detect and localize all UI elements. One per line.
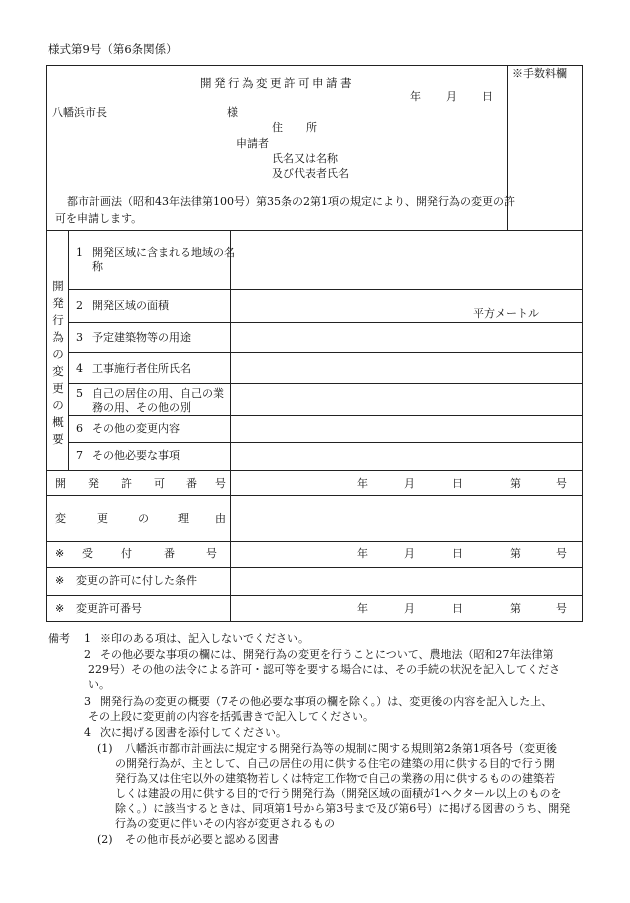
reason-char: 変 <box>55 512 66 525</box>
item-5-no: 5 <box>76 387 83 400</box>
form-title: 開発行為変更許可申請書 <box>200 76 354 90</box>
subnote-1-line: 発行為又は住宅以外の建築物若しくは特定工作物で自己の業務の用に供するものの建築若 <box>115 772 555 785</box>
subnote-1-no: (1) <box>97 742 113 755</box>
address-label-1: 住 <box>272 121 283 134</box>
reason-char: 由 <box>215 512 226 525</box>
subnote-1-line: の開発行為が、主として、自己の居住の用に供する住宅の建築の用に供する目的で行う開 <box>115 757 555 770</box>
permit-no-char: 許 <box>121 477 132 490</box>
row-line <box>46 495 583 496</box>
permit-no-prefix: 第 <box>510 477 521 490</box>
date-month: 月 <box>446 90 457 103</box>
item-2-label: 開発区域の面積 <box>92 299 169 312</box>
vlabel-char: 更 <box>52 381 64 395</box>
subnote-1-line: 行為の変更に伴いその内容が変更されるもの <box>115 817 335 830</box>
note-3-line: その上段に変更前の内容を括弧書きで記入してください。 <box>88 710 374 723</box>
receipt-char: 付 <box>121 547 132 560</box>
vlabel-char: 行 <box>52 313 64 327</box>
header-divider <box>46 230 583 231</box>
permit-no-char: 号 <box>215 477 226 490</box>
change-permit-label: 変更許可番号 <box>76 602 142 615</box>
item-4-label: 工事施行者住所氏名 <box>92 362 191 375</box>
row-line <box>46 470 583 471</box>
applicant-label: 申請者 <box>236 137 269 150</box>
note-4-no: 4 <box>84 726 91 739</box>
item-3-label: 予定建築物等の用途 <box>92 331 191 344</box>
row-line <box>46 567 583 568</box>
date-day: 日 <box>482 90 493 103</box>
vlabel-char: 為 <box>52 330 64 344</box>
receipt-day: 日 <box>452 547 463 560</box>
vlabel-char: 概 <box>52 415 64 429</box>
receipt-mark: ※ <box>55 547 65 560</box>
receipt-char: 受 <box>82 547 93 560</box>
vlabel-char: 変 <box>52 364 64 378</box>
permit-no-char: 可 <box>154 477 165 490</box>
note-2-line: その他必要な事項の欄には、開発行為の変更を行うことについて、農地法（昭和27年法律第 <box>100 648 554 661</box>
change-permit-year: 年 <box>357 602 368 615</box>
permit-no-char: 開 <box>55 477 66 490</box>
item-1-label: 開発区域に含まれる地域の名称 <box>92 246 235 273</box>
note-1: ※印のある項は、記入しないでください。 <box>100 632 309 645</box>
notes-heading: 備考 <box>48 632 70 645</box>
row-line <box>68 322 583 323</box>
item-7-label: その他必要な事項 <box>92 449 180 462</box>
change-permit-no-suffix: 号 <box>556 602 567 615</box>
overview-vertical-label <box>49 278 67 448</box>
receipt-month: 月 <box>404 547 415 560</box>
row-line <box>68 383 583 384</box>
note-3-line: 開発行為の変更の概要（7その他必要な事項の欄を除く。）は、変更後の内容を記入した上、 <box>100 695 553 708</box>
vlabel-char: 開 <box>52 279 64 293</box>
address-label-2: 所 <box>306 121 317 134</box>
subnote-1-line: 八幡浜市都市計画法に規定する開発行為等の規制に関する規則第2条第1項各号（変更後 <box>125 742 557 755</box>
request-text: 都市計画法（昭和43年法律第100号）第35条の2第1項の規定により、開発行為の変更の許可を申請します。 <box>55 195 515 225</box>
subnote-2-no: (2) <box>97 833 113 846</box>
vlabel-char: 要 <box>52 432 64 446</box>
permit-day: 日 <box>452 477 463 490</box>
vlabel-char: の <box>52 347 64 361</box>
note-2-no: 2 <box>84 648 91 661</box>
conditions-mark: ※ <box>55 574 65 587</box>
receipt-char: 号 <box>206 547 217 560</box>
item-3-no: 3 <box>76 331 83 344</box>
item-1-no: 1 <box>76 246 83 259</box>
vlabel-char: 発 <box>52 296 64 310</box>
receipt-char: 番 <box>164 547 175 560</box>
reason-char: 更 <box>97 512 108 525</box>
fee-box-label: ※手数料欄 <box>512 67 567 80</box>
item-6-label: その他の変更内容 <box>92 422 180 435</box>
form-id: 様式第9号（第6条関係） <box>48 42 178 56</box>
conditions-label: 変更の許可に付した条件 <box>76 574 197 587</box>
change-permit-no-prefix: 第 <box>510 602 521 615</box>
item-4-no: 4 <box>76 362 83 375</box>
permit-month: 月 <box>404 477 415 490</box>
permit-no-char: 番 <box>186 477 197 490</box>
subnote-1-line: しくは建設の用に供する目的で行う開発行為（開発区域の面積が1ヘクタール以上のものを <box>115 787 562 800</box>
honorific: 様 <box>227 106 238 119</box>
change-permit-month: 月 <box>404 602 415 615</box>
date-year: 年 <box>410 90 421 103</box>
item-2-no: 2 <box>76 299 83 312</box>
row-line <box>46 541 583 542</box>
receipt-year: 年 <box>357 547 368 560</box>
reason-char: 理 <box>178 512 189 525</box>
overview-label-divider <box>68 230 69 470</box>
note-3-no: 3 <box>84 695 91 708</box>
area-unit: 平方メートル <box>473 307 539 320</box>
addressee: 八幡浜市長 <box>52 106 107 119</box>
receipt-no-prefix: 第 <box>510 547 521 560</box>
note-2-line: 229号）その他の法令による許可・認可等を要する場合には、その手続の状況を記入してくださ <box>88 663 560 676</box>
item-7-no: 7 <box>76 449 83 462</box>
permit-year: 年 <box>357 477 368 490</box>
note-4: 次に掲げる図書を添付してください。 <box>100 726 287 739</box>
note-2-line: い。 <box>88 678 110 691</box>
name-label-2: 及び代表者氏名 <box>272 167 349 180</box>
permit-no-char: 発 <box>88 477 99 490</box>
row-line <box>46 595 583 596</box>
item-6-no: 6 <box>76 422 83 435</box>
row-line <box>68 415 583 416</box>
permit-no-suffix: 号 <box>556 477 567 490</box>
row-line <box>68 289 583 290</box>
vlabel-char: の <box>52 398 64 412</box>
row-line <box>68 442 583 443</box>
reason-char: の <box>138 512 149 525</box>
subnote-2: その他市長が必要と認める図書 <box>125 833 279 846</box>
note-1-no: 1 <box>84 632 91 645</box>
item-5-label: 自己の居住の用、自己の業務の用、その他の別 <box>92 387 224 414</box>
change-permit-day: 日 <box>452 602 463 615</box>
name-label-1: 氏名又は名称 <box>272 152 338 165</box>
change-permit-mark: ※ <box>55 602 65 615</box>
subnote-1-line: 除く。）に該当するときは、同項第1号から第3号まで及び第6号）に掲げる図書のうち、開発 <box>115 802 571 815</box>
receipt-no-suffix: 号 <box>556 547 567 560</box>
row-line <box>68 352 583 353</box>
